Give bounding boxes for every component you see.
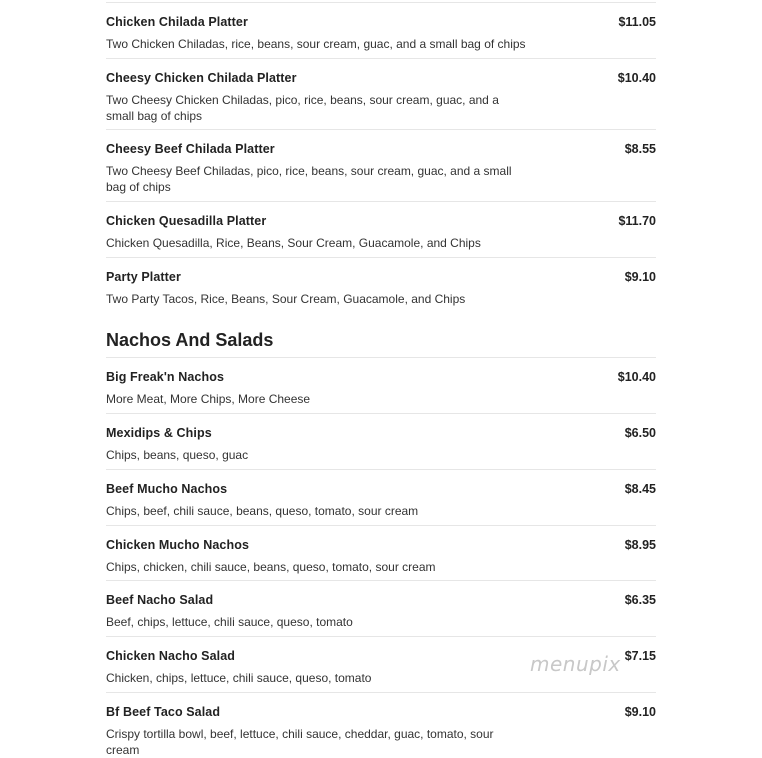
menu-item [106,357,656,413]
item-name: Bf Beef Taco Salad [106,705,221,719]
item-price: $7.15 [624,649,656,663]
item-description: Chips, chicken, chili sauce, beans, queso, tomato, sour cream [106,560,436,574]
item-name: Big Freak'n Nachos [106,370,224,384]
item-name: Beef Mucho Nachos [106,482,228,496]
item-name: Chicken Chilada Platter [106,15,248,29]
menu-item [106,129,656,201]
item-name: Chicken Nacho Salad [106,649,236,663]
item-description: Chips, beef, chili sauce, beans, queso, tomato, sour cream [106,504,419,518]
item-name: Chicken Mucho Nachos [106,538,249,552]
item-price: $9.10 [624,705,656,719]
menu-item [106,525,656,580]
item-description: Two Party Tacos, Rice, Beans, Sour Cream, Guacamole, and Chips [106,292,466,306]
item-name: Chicken Quesadilla Platter [106,214,267,228]
item-description: Two Chicken Chiladas, rice, beans, sour cream, guac, and a small bag of chips [106,37,526,51]
section-title: Nachos And Salads [106,330,274,350]
menu-item [106,58,656,129]
item-price: $9.10 [624,270,656,284]
item-price: $11.05 [618,15,656,29]
menu-item [106,580,656,636]
menu-item [106,692,656,757]
menupix-watermark: menupix [530,652,621,676]
menu-item [106,201,656,257]
item-name: Party Platter [106,270,181,284]
menu-item [106,413,656,469]
item-description: Beef, chips, lettuce, chili sauce, queso, tomato [106,615,353,629]
item-description: Crispy tortilla bowl, beef, lettuce, chili sauce, cheddar, guac, tomato, sour cream [106,727,494,757]
item-price: $8.95 [624,538,656,552]
item-price: $8.45 [624,482,656,496]
item-name: Cheesy Chicken Chilada Platter [106,71,297,85]
item-price: $6.35 [624,593,656,607]
menu-item [106,469,656,525]
item-price: $8.55 [624,142,656,156]
item-name: Cheesy Beef Chilada Platter [106,142,275,156]
menu-item [106,257,656,313]
item-price: $10.40 [617,71,656,85]
item-description: Chicken Quesadilla, Rice, Beans, Sour Cream, Guacamole, and Chips [106,236,481,250]
menu-item [106,2,656,58]
item-description: Chips, beans, queso, guac [106,448,249,462]
item-name: Mexidips & Chips [106,426,212,440]
item-price: $6.50 [624,426,656,440]
item-description: Two Cheesy Chicken Chiladas, pico, rice, beans, sour cream, guac, and a small bag of chips [106,93,499,123]
item-price: $10.40 [617,370,656,384]
item-description: Chicken, chips, lettuce, chili sauce, queso, tomato [106,671,372,685]
item-description: More Meat, More Chips, More Cheese [106,392,311,406]
item-price: $11.70 [618,214,656,228]
item-description: Two Cheesy Beef Chiladas, pico, rice, beans, sour cream, guac, and a small bag of chips [106,164,512,194]
item-name: Beef Nacho Salad [106,593,214,607]
